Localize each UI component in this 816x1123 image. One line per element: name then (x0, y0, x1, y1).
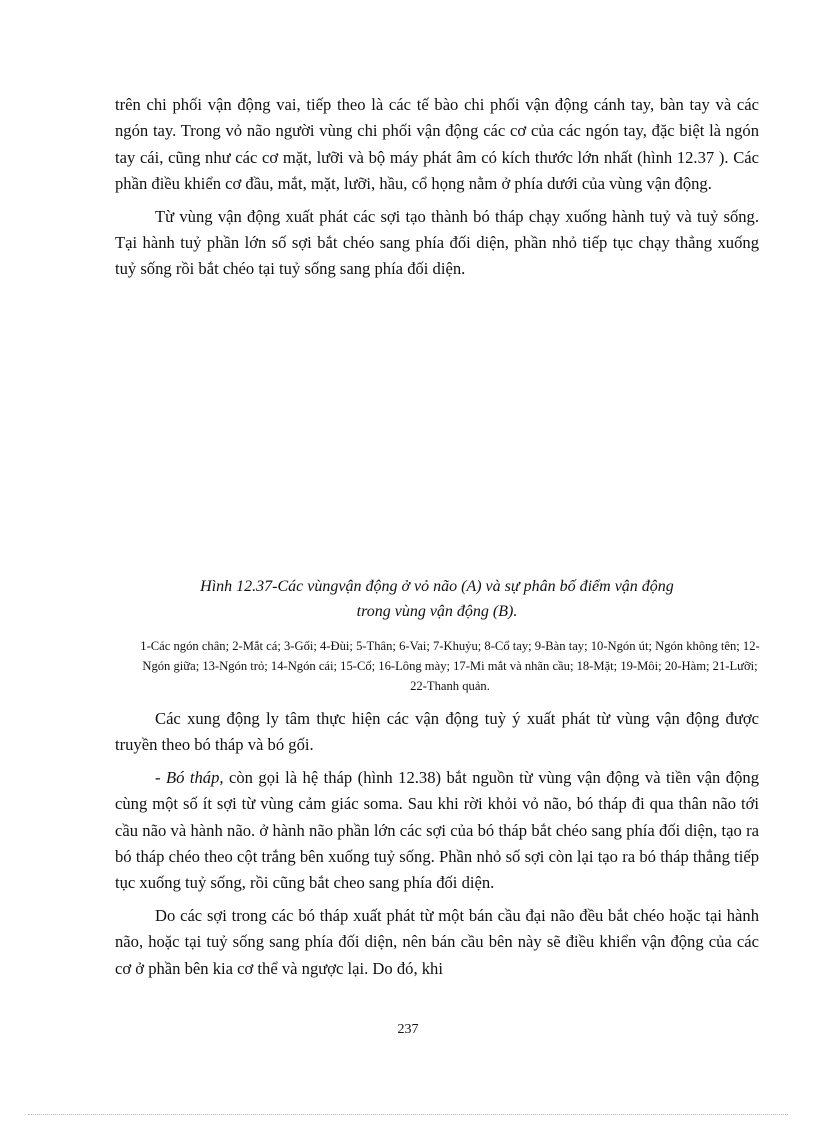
figure-12-37-image-area (115, 320, 759, 560)
footer-divider (28, 1114, 788, 1115)
caption-line-2: trong vùng vận động (B). (356, 603, 518, 620)
paragraph-efferent-impulses: Các xung động ly tâm thực hiện các vận động tuỳ ý xuất phát từ vùng vận động được truyền theo bó tháp và bó gối. (115, 709, 759, 755)
figure-legend: 1-Các ngón chân; 2-Mắt cá; 3-Gối; 4-Đùi; 5-Thân; 6-Vai; 7-Khuỷu; 8-Cổ tay; 9-Bàn tay; 10-Ngón út; Ngón không tên; 12-Ngón giữa; 13-Ngón trỏ; 14-Ngón cái; 15-Cổ; 16-Lông mày; 17-Mi mắt và nhãn cầu; 18-Mặt; 19-Môi; 20-Hàm; 21-Lưỡi; 22-Thanh quản. (140, 639, 760, 693)
figure-caption (115, 574, 759, 624)
bottom-text (115, 706, 759, 988)
paragraph-pyramidal-origin: Từ vùng vận động xuất phát các sợi tạo thành bó tháp chạy xuống hành tuỷ và tuỷ sống. Tại hành tuỷ phần lớn số sợi bắt chéo sang phía đối diện, phần nhỏ tiếp tục chạy thẳng xuống tuỷ sống rồi bắt chéo tại tuỷ sống sang phía đối diện. (115, 206, 759, 279)
paragraph-pyramidal-tract (115, 765, 759, 897)
paragraph-motor-cortex: trên chi phối vận động vai, tiếp theo là các tế bào chi phối vận động cánh tay, bàn tay và các ngón tay. Trong vỏ não người vùng chi phối vận động các cơ của các ngón tay, đặc biệt là ngón tay cái, cũng như các cơ mặt, lưỡi và bộ máy phát âm có kích thước lớn nhất (hình 12.37 ). Các phần điều khiển cơ đầu, mắt, mặt, lưỡi, hầu, cổ họng nằm ở phía dưới của vùng vận động. (115, 95, 759, 194)
dash-prefix: - (155, 767, 166, 787)
page-number: 237 (397, 1022, 419, 1037)
pyramidal-tract-description: còn gọi là hệ tháp (hình 12.38) bắt nguồn từ vùng vận động và tiền vận động cùng một số ít sợi từ vùng cảm giác soma. Sau khi rời khỏi vỏ não, bó tháp đi qua thân não tới cầu não và hành não. ở hành não phần lớn các sợi của bó tháp bắt chéo sang phía đối diện, tạo ra bó tháp chéo theo cột trắng bên xuống tuỷ sống. Phần nhỏ số sợi còn lại tạo ra bó tháp thẳng tiếp tục xuống tuỷ sống, rồi cũng bắt cheo sang phía đối diện. (115, 767, 759, 893)
top-text (115, 92, 759, 289)
paragraph-crossing-control: Do các sợi trong các bó tháp xuất phát từ một bán cầu đại não đều bắt chéo hoặc tại hành não, hoặc tại tuỷ sống sang phía đối diện, nên bán cầu bên này sẽ điều khiển vận động của các cơ ở phần bên kia cơ thể và ngược lại. Do đó, khi (115, 905, 759, 978)
caption-line-1: Hình 12.37-Các vùngvận động ở vỏ não (A) và sự phân bố điểm vận động (200, 578, 674, 595)
term-pyramidal-tract: Bó tháp, (166, 767, 224, 787)
